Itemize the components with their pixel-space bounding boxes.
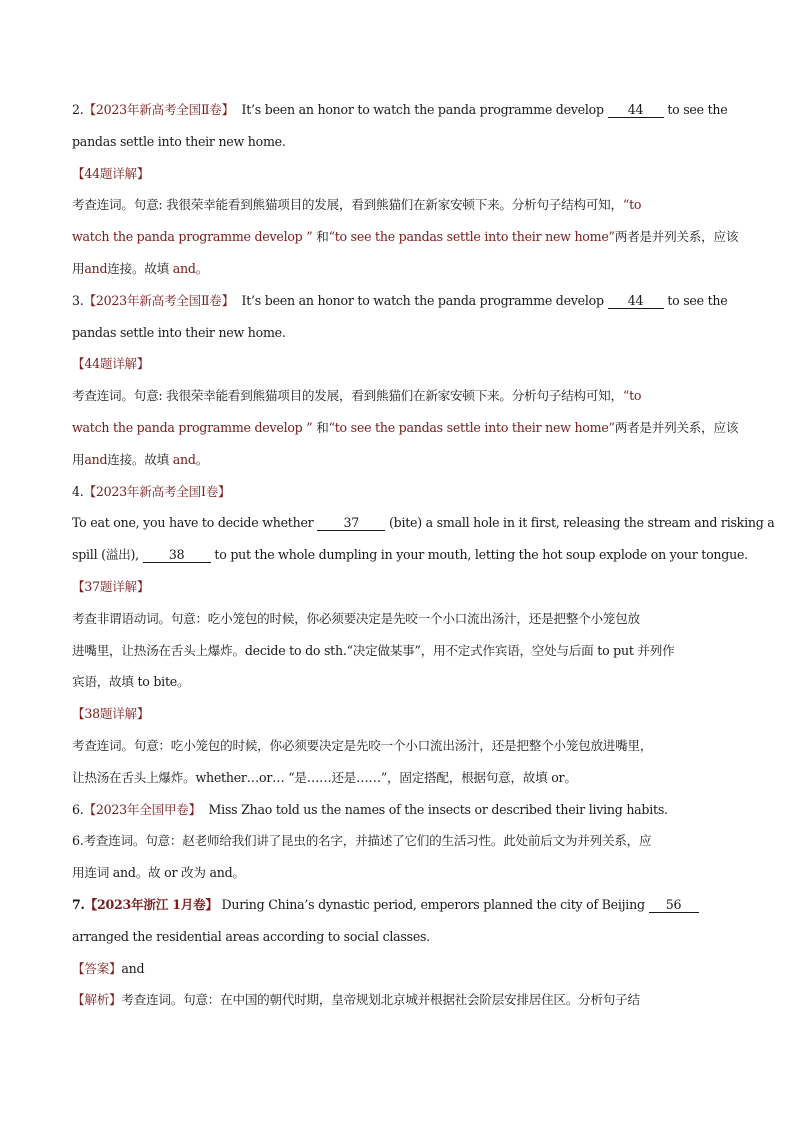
explanation-line: 用连词 and。故 or 改为 and。 xyxy=(72,865,245,881)
question-number: 3. xyxy=(72,292,84,308)
question-text: During China’s dynastic period, emperors planned the city of Beijing xyxy=(221,896,645,912)
explanation-title: 【44题详解】 xyxy=(72,356,150,372)
question-number: 6. xyxy=(72,801,84,817)
answer-label: 【答案】 xyxy=(72,960,122,976)
explanation-line: watch the panda programme develop ” 和“to see the pandas settle into their new home”两者是并列关系，应该 xyxy=(72,419,739,435)
explanation-title: 【38题详解】 xyxy=(72,706,150,722)
explanation-line: 用and连接。故填 and。 xyxy=(72,260,209,276)
explanation-line: 进嘴里，让热汤在舌头上爆炸。decide to do sth.“决定做某事”，用不定式作宾语，空处与后面 to put 并列作 xyxy=(72,642,675,658)
question-source: 【2023年浙江 1月卷】 xyxy=(84,896,218,912)
answer-blank: 44 xyxy=(608,294,664,309)
answer-line xyxy=(72,953,732,985)
explanation-line: watch the panda programme develop ” 和“to see the pandas settle into their new home”两者是并列关系，应该 xyxy=(72,229,739,245)
analysis-text: 考查连词。句意：在中国的朝代时期，皇帝规划北京城并根据社会阶层安排居住区。分析句子结 xyxy=(121,992,640,1008)
question-source: 【2023年新高考全国Ⅱ卷】 xyxy=(83,102,234,117)
question-3-line-1 xyxy=(72,285,732,317)
question-source: 【2023年新高考全国Ⅰ卷】 xyxy=(83,483,231,499)
answer-blank: 56 xyxy=(649,898,699,913)
question-4-line-1: To eat one, you have to decide whether 37 (bite) a small hole in it first, releasing the stream and risking a xyxy=(72,515,775,531)
explanation-line: 让热汤在舌头上爆炸。whether…or… “是……还是……”，固定搭配，根据句意，故填 or。 xyxy=(72,769,577,785)
question-3-line-2: pandas settle into their new home. xyxy=(72,324,286,340)
question-2-line-2: pandas settle into their new home. xyxy=(72,133,286,149)
question-text: It’s been an honor to watch the panda programme develop xyxy=(241,102,604,117)
question-number: 4. xyxy=(72,483,84,499)
analysis-line xyxy=(72,984,732,1016)
explanation-title: 【44题详解】 xyxy=(72,165,150,181)
question-text: Miss Zhao told us the names of the insects or described their living habits. xyxy=(208,801,668,817)
analysis-label: 【解析】 xyxy=(72,992,122,1008)
answer-blank: 37 xyxy=(317,516,385,531)
question-text: It’s been an honor to watch the panda programme develop xyxy=(241,292,604,308)
question-text: to see the xyxy=(667,102,728,117)
question-6 xyxy=(72,794,732,826)
question-2-line-1 xyxy=(72,94,732,126)
question-source: 【2023年新高考全国Ⅱ卷】 xyxy=(83,292,234,308)
question-text: to see the xyxy=(667,292,728,308)
question-number: 2. xyxy=(72,102,84,117)
explanation-line: 宾语，故填 to bite。 xyxy=(72,674,190,690)
explanation-line: 考查非谓语动词。句意：吃小笼包的时候，你必须要决定是先咬一个小口流出汤汁，还是把整个小笼包放 xyxy=(72,610,640,626)
explanation-line: 6.考查连词。句意：赵老师给我们讲了昆虫的名字，并描述了它们的生活习性。此处前后文为并列关系，应 xyxy=(72,833,652,849)
explanation-title: 【37题详解】 xyxy=(72,578,150,594)
answer-blank: 44 xyxy=(608,103,664,118)
question-7-line-2: arranged the residential areas according to social classes. xyxy=(72,928,431,944)
explanation-line: 考查连词。句意：吃小笼包的时候，你必须要决定是先咬一个小口流出汤汁，还是把整个小笼包放进嘴里， xyxy=(72,737,653,753)
question-source: 【2023年全国甲卷】 xyxy=(83,801,201,817)
question-number: 7. xyxy=(72,896,85,912)
question-4-header xyxy=(72,476,732,508)
explanation-line: 考查连词。句意: 我很荣幸能看到熊猫项目的发展，看到熊猫们在新家安顿下来。分析句子结构可知，“to xyxy=(72,388,642,404)
explanation-line: 考查连词。句意: 我很荣幸能看到熊猫项目的发展，看到熊猫们在新家安顿下来。分析句子结构可知，“to xyxy=(72,197,642,213)
explanation-line: 用and连接。故填 and。 xyxy=(72,451,209,467)
document-page xyxy=(72,94,775,1016)
question-4-line-2: spill (溢出), 38 to put the whole dumpling in your mouth, letting the hot soup explode on your tongue. xyxy=(72,547,748,563)
answer-value: and xyxy=(121,960,145,976)
answer-blank: 38 xyxy=(143,548,211,563)
question-7-line-1 xyxy=(72,889,732,921)
